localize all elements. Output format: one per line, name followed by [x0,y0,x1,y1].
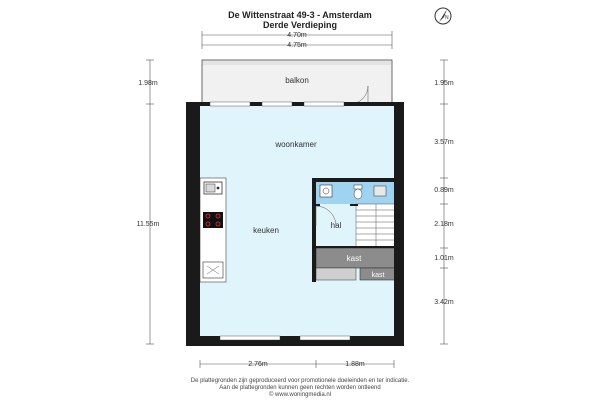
stair-icon [356,204,396,248]
washbasin-icon [320,185,332,197]
room-label-balkon: balkon [285,76,309,85]
room-label-keuken: keuken [253,226,279,235]
cabinet-area [316,268,356,280]
room-label-kast: kast [346,254,362,263]
room-label-hal: hal [330,221,342,230]
compass-icon [435,8,451,24]
dimension-bottom-left: 2.76m [248,361,268,368]
svg-text:N: N [445,15,449,21]
dimension-right-3: 2.18m [434,221,454,228]
dimension-right-balkon: 1.95m [434,80,454,87]
dimension-right-1: 3.57m [434,139,454,146]
room-label-kast-small: kast [371,272,385,279]
dimension-top-inner: 4.70m [287,32,307,39]
storage-icon [374,186,386,196]
dimension-left [146,60,154,344]
sink-icon [204,182,222,194]
dimension-left-balkon: 1.98m [138,80,158,87]
dimension-left-total: 11.55m [136,221,160,228]
plan-title: De Wittenstraat 49-3 - Amsterdam [228,10,372,20]
cooktop-icon [203,212,223,228]
footer-disclaimer-2: Aan de plattegronden kunnen geen rechten worden ontleend [219,385,381,391]
dimension-right-4: 1.01m [434,255,454,262]
plan-subtitle: Derde Verdieping [262,20,338,30]
dimension-right-5: 3.42m [434,299,454,306]
appliance-icon [203,262,223,278]
dimension-bottom-right: 1.88m [345,361,365,368]
room-label-woonkamer: woonkamer [275,140,317,149]
dimension-bottom [200,360,394,368]
toilet-icon [354,185,362,199]
footer-copyright: © www.woningmedia.nl [268,392,332,398]
dimension-top-outer: 4.75m [287,42,307,49]
dimension-right-2: 0.89m [434,187,454,194]
footer-disclaimer-1: De plattegronden zijn geproduceerd voor promotionele doeleinden en ter indicatie. [190,378,410,384]
